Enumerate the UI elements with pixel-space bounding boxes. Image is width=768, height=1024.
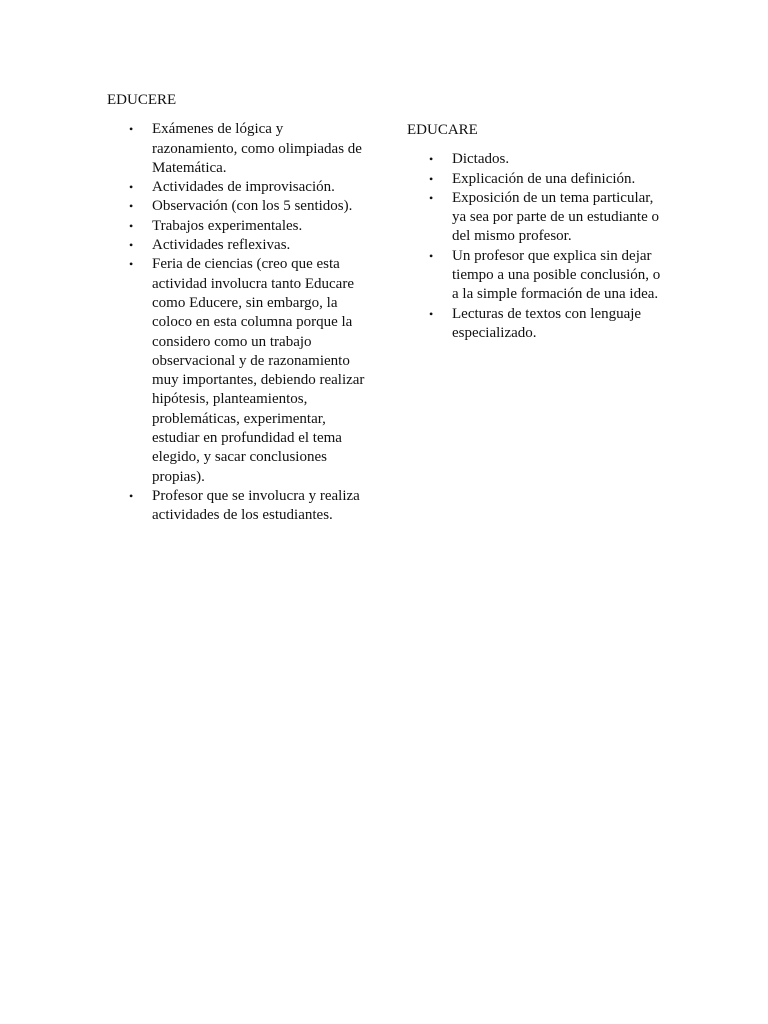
bullet-icon: • bbox=[129, 488, 134, 503]
bullet-icon: • bbox=[429, 152, 434, 167]
list-item-text: Actividades reflexivas. bbox=[152, 237, 291, 254]
educere-column bbox=[107, 91, 367, 526]
educare-heading: EDUCARE bbox=[407, 122, 478, 138]
bullet-icon: • bbox=[429, 306, 434, 321]
bullet-icon: • bbox=[129, 122, 134, 137]
list-item-text: Explicación de una definición. bbox=[452, 170, 636, 187]
bullet-icon: • bbox=[129, 238, 134, 253]
educere-list bbox=[107, 120, 367, 525]
list-item-text: Un profesor que explica sin dejar tiempo a una posible conclusión, o a la simple formación de una idea. bbox=[452, 247, 661, 303]
list-item-text: Observación (con los 5 sentidos). bbox=[152, 198, 353, 215]
list-item-text: Dictados. bbox=[452, 151, 510, 168]
list-item bbox=[107, 178, 367, 197]
list-item bbox=[107, 217, 367, 236]
list-item bbox=[107, 487, 367, 526]
list-item-text: Actividades de improvisación. bbox=[152, 179, 335, 196]
list-item-text: Profesor que se involucra y realiza actividades de los estudiantes. bbox=[152, 487, 360, 524]
bullet-icon: • bbox=[129, 218, 134, 233]
bullet-icon: • bbox=[429, 171, 434, 186]
educere-heading: EDUCERE bbox=[107, 92, 177, 108]
bullet-icon: • bbox=[129, 180, 134, 195]
list-item bbox=[407, 247, 667, 305]
list-item-text: Lecturas de textos con lenguaje especializado. bbox=[452, 305, 642, 341]
list-item bbox=[107, 236, 367, 255]
educare-column bbox=[407, 121, 667, 343]
list-item-text: Exposición de un tema particular, ya sea por parte de un estudiante o del mismo profesor. bbox=[452, 189, 660, 245]
bullet-icon: • bbox=[129, 199, 134, 214]
educare-list bbox=[407, 150, 667, 343]
list-item bbox=[107, 255, 367, 487]
list-item bbox=[407, 170, 667, 189]
list-item bbox=[407, 305, 667, 344]
list-item bbox=[107, 120, 367, 178]
list-item-text: Feria de ciencias (creo que esta actividad involucra tanto Educare como Educere, sin embargo, la coloco en esta columna porque la considero como un trabajo observacional y de razonamiento muy importantes, debiendo realizar hipótesis, planteamientos, problemáticas, experimentar, estudiar en profundidad el tema elegido, y sacar conclusiones propias). bbox=[152, 256, 365, 485]
list-item bbox=[407, 150, 667, 169]
list-item bbox=[407, 189, 667, 247]
list-item bbox=[107, 197, 367, 216]
bullet-icon: • bbox=[129, 257, 134, 272]
bullet-icon: • bbox=[429, 248, 434, 263]
list-item-text: Exámenes de lógica y razonamiento, como olimpiadas de Matemática. bbox=[152, 121, 362, 176]
list-item-text: Trabajos experimentales. bbox=[152, 217, 303, 234]
bullet-icon: • bbox=[429, 190, 434, 205]
